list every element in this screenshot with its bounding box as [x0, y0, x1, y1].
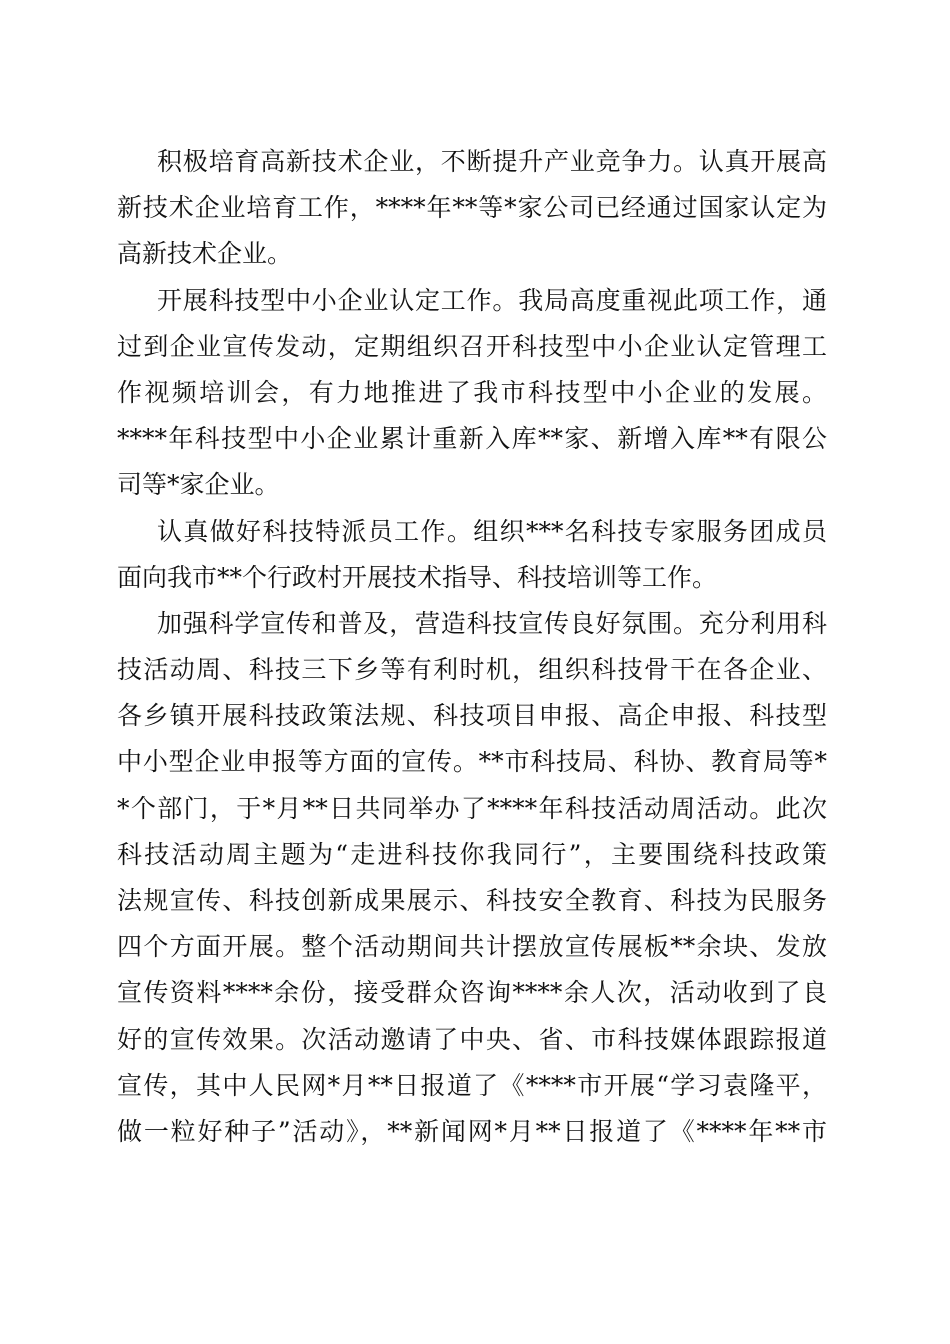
text-line: *个部门，于*月**日共同举办了****年科技活动周活动。此次 [117, 793, 827, 823]
text-line: 技活动周、科技三下乡等有利时机，组织科技骨干在各企业、 [117, 655, 827, 685]
text-line: 作视频培训会，有力地推进了我市科技型中小企业的发展。 [117, 377, 827, 407]
text-line: 积极培育高新技术企业，不断提升产业竞争力。认真开展高 [157, 147, 827, 176]
text-line: 过到企业宣传发动，定期组织召开科技型中小企业认定管理工 [117, 331, 827, 361]
text-line: 各乡镇开展科技政策法规、科技项目申报、高企申报、科技型 [117, 701, 827, 731]
text-line: 加强科学宣传和普及，营造科技宣传良好氛围。充分利用科 [157, 608, 827, 638]
text-line: 开展科技型中小企业认定工作。我局高度重视此项工作，通 [157, 285, 827, 315]
document-body [117, 139, 827, 1155]
text-line: 好的宣传效果。次活动邀请了中央、省、市科技媒体跟踪报道 [117, 1024, 827, 1054]
text-line: 面向我市**个行政村开展技术指导、科技培训等工作。 [117, 562, 718, 592]
text-line: 四个方面开展。整个活动期间共计摆放宣传展板**余块、发放 [117, 932, 827, 962]
text-line: 高新技术企业。 [117, 239, 293, 269]
paragraph-tech-commissioners [117, 509, 827, 601]
paragraph-sme-certification [117, 278, 827, 509]
text-line: 中小型企业申报等方面的宣传。**市科技局、科协、教育局等* [117, 747, 827, 777]
text-line: 宣传，其中人民网*月**日报道了《****市开展“学习袁隆平， [117, 1070, 827, 1100]
text-line: 宣传资料****余份，接受群众咨询****余人次，活动收到了良 [117, 978, 827, 1008]
text-line: 做一粒好种子”活动》，**新闻网*月**日报道了《****年**市 [117, 1116, 827, 1146]
text-line: 司等*家企业。 [117, 470, 280, 500]
paragraph-science-promotion [117, 601, 827, 1155]
text-line: ****年科技型中小企业累计重新入库**家、新增入库**有限公 [117, 424, 827, 454]
text-line: 科技活动周主题为“走进科技你我同行”，主要围绕科技政策 [117, 839, 827, 869]
paragraph-high-tech-enterprises [117, 139, 827, 278]
text-line: 新技术企业培育工作，****年**等*家公司已经通过国家认定为 [117, 193, 827, 223]
text-line: 认真做好科技特派员工作。组织***名科技专家服务团成员 [157, 516, 827, 546]
text-line: 法规宣传、科技创新成果展示、科技安全教育、科技为民服务 [117, 886, 827, 915]
